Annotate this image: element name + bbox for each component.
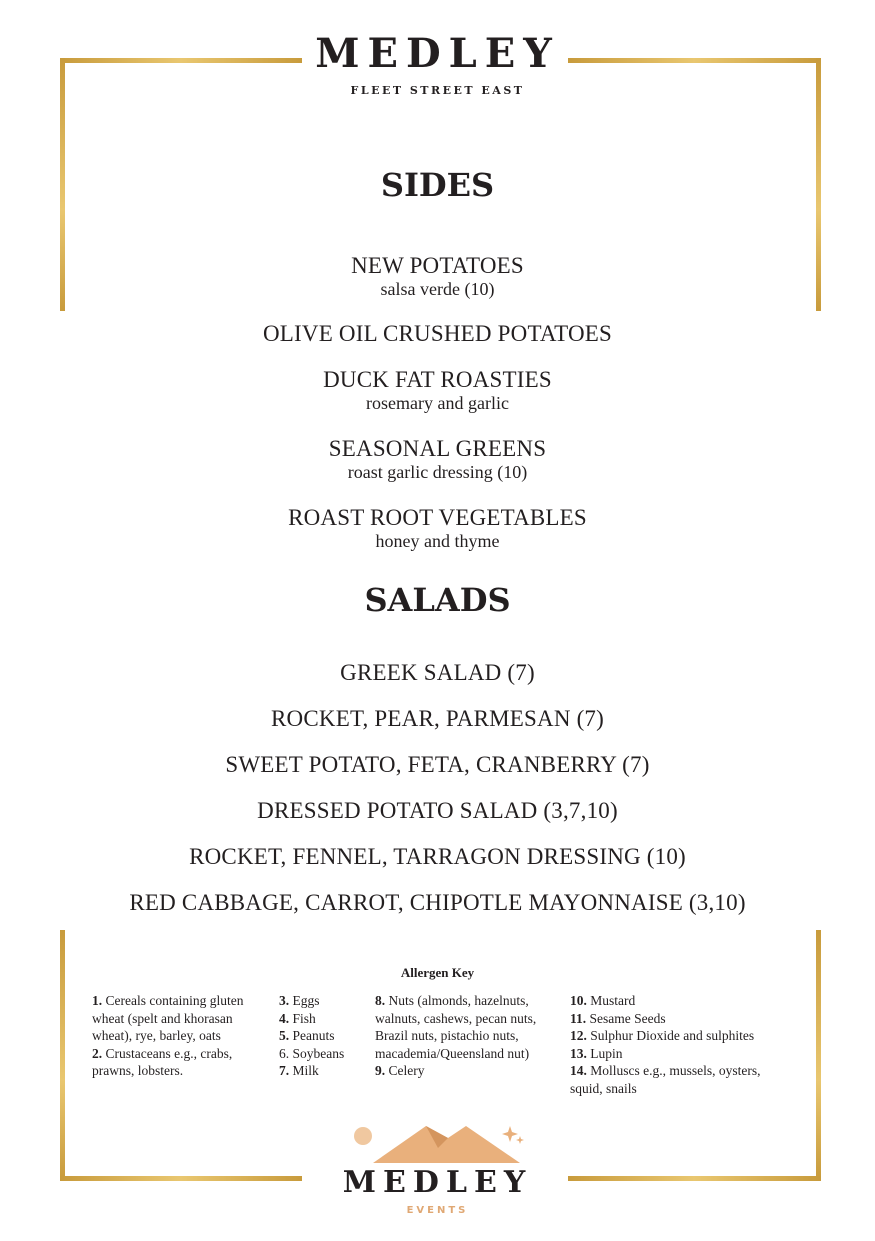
- allergen-number: 7.: [279, 1063, 290, 1079]
- allergen-text: Sulphur Dioxide and sulphites: [586, 1028, 755, 1044]
- allergen-text: macademia/Queensland nut): [375, 1045, 530, 1061]
- allergen-text: squid, snails: [570, 1080, 637, 1096]
- allergen-text: wheat (spelt and khorasan: [92, 1010, 233, 1026]
- side-item: [0, 253, 875, 300]
- salad-item-name: DRESSED POTATO SALAD (3,7,10): [257, 798, 618, 823]
- allergen-line: [92, 1010, 272, 1028]
- events-logo: [0, 1118, 875, 1168]
- salad-item: [0, 706, 875, 731]
- side-item-name: DUCK FAT ROASTIES: [323, 367, 552, 392]
- allergen-text: Mustard: [586, 993, 636, 1008]
- allergen-number: 13.: [570, 1045, 587, 1061]
- allergen-number: 11.: [570, 1010, 587, 1026]
- salad-item: [0, 890, 875, 915]
- salad-item-name: ROCKET, FENNEL, TARRAGON DRESSING (10): [189, 844, 686, 869]
- allergen-number: 1.: [92, 993, 103, 1008]
- allergen-number: 3.: [279, 993, 290, 1008]
- allergen-text: Eggs: [289, 993, 320, 1008]
- side-item-desc: salsa verde (10): [380, 279, 495, 299]
- side-item-name: NEW POTATOES: [351, 253, 524, 278]
- allergen-column-4: [570, 992, 800, 1098]
- side-item: [0, 367, 875, 414]
- allergen-text: Milk: [289, 1063, 319, 1079]
- allergen-line: [279, 1010, 369, 1028]
- allergen-text: wheat), rye, barley, oats: [92, 1028, 221, 1044]
- allergen-text: Crustaceans e.g., crabs,: [102, 1045, 233, 1061]
- allergen-number: 4.: [279, 1010, 290, 1026]
- allergen-column-1: [92, 992, 272, 1080]
- events-logo-sub: EVENTS: [406, 1205, 469, 1216]
- salad-item: [0, 660, 875, 685]
- allergen-number: 8.: [375, 993, 386, 1008]
- allergen-line: [375, 1062, 565, 1080]
- allergen-text: Cereals containing gluten: [102, 993, 244, 1008]
- allergen-line: [570, 992, 800, 1010]
- allergen-line: [375, 1027, 565, 1045]
- mountain-sun-icon: [338, 1118, 538, 1168]
- side-item: [0, 436, 875, 483]
- side-item: [0, 505, 875, 552]
- allergen-text: Molluscs e.g., mussels, oysters,: [586, 1063, 761, 1079]
- allergen-line: [570, 1080, 800, 1098]
- allergen-text: Fish: [289, 1010, 316, 1026]
- allergen-line: [375, 1010, 565, 1028]
- allergen-line: [92, 992, 272, 1010]
- allergen-line: [92, 1027, 272, 1045]
- allergen-number: 14.: [570, 1063, 587, 1079]
- allergen-text: Sesame Seeds: [586, 1010, 666, 1026]
- allergen-line: [92, 1062, 272, 1080]
- salad-item-name: RED CABBAGE, CARROT, CHIPOTLE MAYONNAISE (3,10): [129, 890, 746, 915]
- allergen-line: [570, 1045, 800, 1063]
- side-item-name: SEASONAL GREENS: [328, 436, 547, 461]
- allergen-number: 10.: [570, 993, 587, 1008]
- allergen-text: walnuts, cashews, pecan nuts,: [375, 1010, 537, 1026]
- allergen-number: 12.: [570, 1028, 587, 1044]
- side-item-name: OLIVE OIL CRUSHED POTATOES: [263, 321, 612, 346]
- events-logo-name: MEDLEY: [342, 1165, 533, 1200]
- side-item: [0, 321, 875, 346]
- salad-item-name: GREEK SALAD (7): [340, 660, 535, 685]
- allergen-key-title: Allergen Key: [400, 965, 475, 980]
- allergen-line: [570, 1027, 800, 1045]
- salad-item: [0, 798, 875, 823]
- allergen-text: Nuts (almonds, hazelnuts,: [385, 993, 529, 1008]
- allergen-column-2: [279, 992, 369, 1080]
- allergen-text: prawns, lobsters.: [92, 1063, 184, 1079]
- allergen-number: 5.: [279, 1028, 290, 1044]
- side-item-desc: rosemary and garlic: [366, 393, 509, 413]
- allergen-text: Celery: [385, 1063, 425, 1079]
- sides-title: SIDES: [380, 166, 495, 204]
- allergen-line: [375, 1045, 565, 1063]
- brand-location: FLEET STREET EAST: [350, 84, 525, 97]
- side-item-desc: honey and thyme: [375, 531, 500, 551]
- allergen-text: 6. Soybeans: [279, 1045, 345, 1061]
- salad-item-name: ROCKET, PEAR, PARMESAN (7): [271, 706, 604, 731]
- allergen-number: 2.: [92, 1045, 103, 1061]
- brand-name: MEDLEY: [315, 30, 560, 77]
- allergen-column-3: [375, 992, 565, 1080]
- salads-title: SALADS: [364, 581, 511, 619]
- side-item-name: ROAST ROOT VEGETABLES: [288, 505, 587, 530]
- allergen-line: [570, 1010, 800, 1028]
- salad-item: [0, 752, 875, 777]
- salad-item: [0, 844, 875, 869]
- brand-header: [0, 30, 875, 97]
- allergen-line: [279, 1045, 369, 1063]
- salad-item-name: SWEET POTATO, FETA, CRANBERRY (7): [225, 752, 650, 777]
- allergen-number: 9.: [375, 1063, 386, 1079]
- allergen-line: [279, 1062, 369, 1080]
- allergen-line: [375, 992, 565, 1010]
- allergen-line: [92, 1045, 272, 1063]
- allergen-text: Brazil nuts, pistachio nuts,: [375, 1028, 519, 1044]
- side-item-desc: roast garlic dressing (10): [347, 462, 528, 482]
- allergen-line: [279, 992, 369, 1010]
- allergen-line: [279, 1027, 369, 1045]
- allergen-text: Lupin: [586, 1045, 623, 1061]
- allergen-text: Peanuts: [289, 1028, 335, 1044]
- allergen-line: [570, 1062, 800, 1080]
